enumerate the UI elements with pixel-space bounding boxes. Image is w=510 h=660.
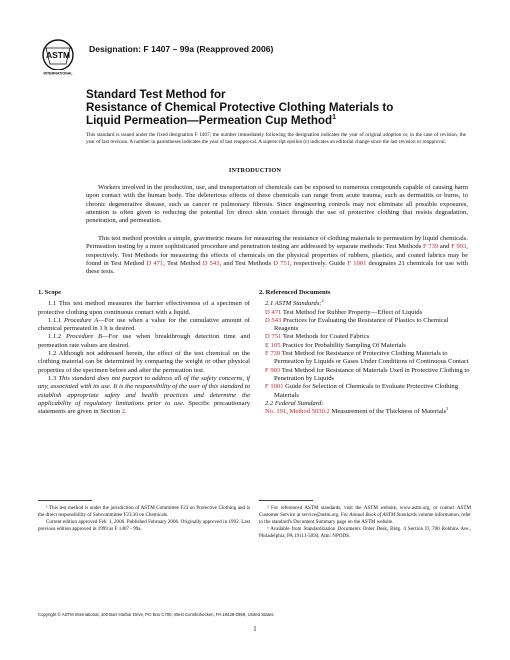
referenced-documents-section <box>259 289 471 416</box>
introduction-paragraph-2: This test method provides a simple, gravimetric means for measuring the resistance of clothing materials to permeation by liquid chemicals. Permeation testing by a more sophisticated procedure and penetration testing are addressed by separate methods: Test Methods F 739 and F 903, respectively. Test Methods for measuring the effects of chemicals on the physical properties of rubbers, plastics, and coated fabrics may be found in Test Method D 471, Test Method D 543, and Test Methods D 751, respectively. Guide F 1001 designates 21 chemicals for use with these tests. <box>86 235 468 275</box>
reference-code[interactable]: E 105 <box>265 341 281 349</box>
svg-text:ASTM: ASTM <box>45 50 71 60</box>
link-d543[interactable]: D 543 <box>202 259 220 267</box>
footnote-3: ³ Available from Standardization Documents Order Desk, Bldg. 4 Section D, 700 Robbins Ave., Philadelphia, PA 19111-5094, Attn: NPODS. <box>259 525 471 539</box>
astm-standards-label: 2.1 ASTM Standards:$^2$ <box>265 298 324 308</box>
link-d471[interactable]: D 471 <box>146 259 164 267</box>
reference-item: F 739 Test Method for Resistance of Protective Clothing Materials to Permeation by Liquids or Gases Under Conditions of Continuous Contact <box>265 350 469 366</box>
reference-code[interactable]: F 903 <box>265 366 281 374</box>
link-f1001[interactable]: F 1001 <box>347 259 367 267</box>
reference-list <box>259 309 471 400</box>
footnote-1-edition: Current edition approved Feb. 1, 2006. Published February 2006. Originally approved in 1992. Last previous edition approved in 1999 as F 1407 - 99a. <box>38 518 250 532</box>
reference-code[interactable]: F 1001 <box>265 383 284 391</box>
title-footnote-mark: 1 <box>332 114 336 122</box>
reference-item: D 751 Test Methods for Coated Fabrics <box>265 333 370 341</box>
footnote-2: ² For referenced ASTM standards, visit the ASTM website, www.astm.org, or contact ASTM Customer Service at service@astm.org. For Annual Book of ASTM Standards volume information, refer to the standard's Document Summary page on the ASTM website. <box>259 505 471 525</box>
issue-note: This standard is issued under the fixed designation F 1407; the number immediately following the designation indicates the year of original adoption or, in the case of revision, the year of last revision. A number in parentheses indicates the year of last reapproval. A superscript epsilon (ε) indicates an editorial change since the last revision or reapproval. <box>86 132 466 145</box>
scope-heading: 1. Scope <box>38 289 62 296</box>
federal-code-2[interactable]: Method 5030.2 <box>289 408 330 416</box>
reference-code[interactable]: D 543 <box>265 316 282 324</box>
link-section-2[interactable]: 2 <box>121 408 125 416</box>
link-f739[interactable]: F 739 <box>422 243 439 251</box>
federal-code-1[interactable]: No. 191 <box>265 408 287 416</box>
footnote-1: ¹ This test method is under the jurisdiction of ASTM Committee F23 on Protective Clothing and is the direct responsibility of Subcommittee F23.30 on Chemicals. <box>38 505 250 518</box>
reference-code[interactable]: D 751 <box>265 333 282 341</box>
reference-code[interactable]: D 471 <box>265 308 282 316</box>
reference-item: D 471 Test Method for Rubber Property—Effect of Liquids <box>265 308 423 316</box>
copyright-notice: Copyright © ASTM International, 100 Barr Harbor Drive, PO Box C700, West Conshohocken, PA 19428-2959, United States. <box>38 612 275 617</box>
federal-reference-item: No. 191, Method 5030.2 Measurement of the Thickness of Materials$^3$ <box>265 405 449 416</box>
scope-1-1-1: 1.1.1 Procedure A—For use when a value for the cumulative amount of chemical permeated in 1 h is desired. <box>38 316 250 333</box>
footnote-rule-left <box>38 500 92 501</box>
designation: Designation: F 1407 – 99a (Reapproved 2006) <box>89 44 274 54</box>
reference-item: E 105 Practice for Probability Sampling Of Materials <box>265 341 406 349</box>
scope-1-2: 1.2 Although not addressed herein, the effect of the test chemical on the clothing material can be determined by comparing the weight or other physical properties of the specimen before and after the permeation test. <box>38 350 250 374</box>
page-number: 1 <box>253 626 257 633</box>
reference-item: D 543 Practices for Evaluating the Resistance of Plastics to Chemical Reagents <box>265 316 449 333</box>
title-line-1: Standard Test Method for <box>86 88 226 101</box>
scope-section <box>38 289 250 416</box>
reference-item: F 903 Test Method for Resistance of Materials Used in Protective Clothing to Penetration by Liquids <box>265 366 470 382</box>
footnotes-right <box>259 505 471 540</box>
link-f903[interactable]: F 903 <box>451 243 467 251</box>
introduction-paragraph-1: Workers involved in the production, use, and transportation of chemicals can be exposed to numerous compounds capable of causing harm upon contact with the human body. The deleterious effects of these chemicals can range from acute trauma, such as dermatitis or burns, to chronic degenerative disease, such as cancer or pulmonary fibrosis. Since engineering controls may not eliminate all possible exposures, attention is often given to reducing the potential for direct skin contact through the use of protective clothing that resists degradation, penetration, and permeation. <box>86 184 468 224</box>
scope-1-3: 1.3 This standard does not purport to address all of the safety concerns, if any, associated with its use. It is the responsibility of the user of this standard to establish appropriate safety and health practices and determine the applicability of regulatory limitations prior to use. Specific precautionary statements are given in Section 2. <box>38 374 250 416</box>
referenced-heading: 2. Referenced Documents <box>259 289 331 296</box>
link-d751[interactable]: D 751 <box>273 259 291 267</box>
footnote-rule-right <box>259 500 313 501</box>
svg-text:INTERNATIONAL: INTERNATIONAL <box>43 71 73 76</box>
reference-code[interactable]: F 739 <box>265 350 281 358</box>
title-line-3: Liquid Permeation—Permeation Cup Method$^1$ <box>86 114 336 127</box>
footnotes-left <box>38 505 250 533</box>
federal-standard-label: 2.2 Federal Standard: <box>265 399 324 407</box>
astm-logo <box>38 36 78 76</box>
reference-item: F 1001 Guide for Selection of Chemicals to Evaluate Protective Clothing Materials <box>265 383 459 399</box>
document-title <box>86 88 486 127</box>
title-line-2: Resistance of Chemical Protective Clothing Materials to <box>86 101 394 114</box>
scope-1-1-2: 1.1.2 Procedure B—For use when breakthrough detection time and permeation rate values are desired. <box>38 333 250 349</box>
scope-1-1: 1.1 This test method measures the barrier effectiveness of a specimen of protective clothing upon continuous contact with a liquid. <box>38 300 250 316</box>
introduction-heading: INTRODUCTION <box>228 167 282 174</box>
